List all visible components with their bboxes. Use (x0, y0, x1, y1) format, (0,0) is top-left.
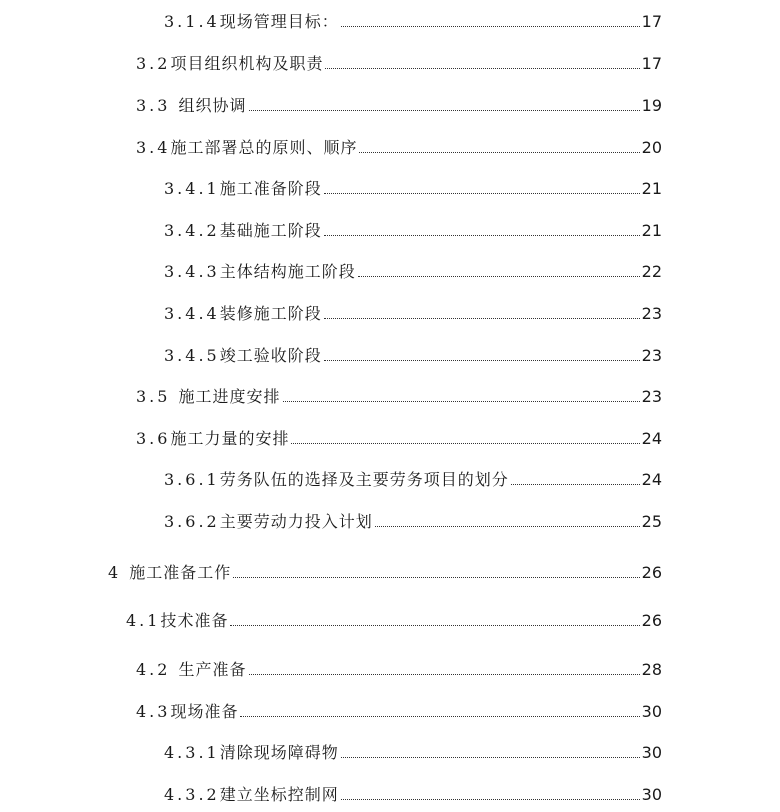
toc-entry-page: 30 (641, 702, 662, 721)
toc-entry-title: 劳务队伍的选择及主要劳务项目的划分 (219, 470, 509, 489)
toc-leader-dots (341, 757, 640, 758)
toc-entry[interactable] (136, 383, 662, 407)
toc-entry-number: 3.4.3 (164, 262, 220, 281)
toc-entry-title: 主体结构施工阶段 (219, 262, 356, 281)
toc-entry[interactable] (136, 425, 662, 449)
toc-entry-number: 3.4.2 (164, 221, 220, 240)
toc-entry-title: 现场准备 (170, 702, 239, 721)
toc-entry-page: 17 (641, 12, 662, 31)
toc-leader-dots (358, 276, 640, 277)
toc-entry-number: 3.1.4 (164, 12, 220, 31)
toc-entry-number: 3.6.1 (164, 470, 220, 489)
toc-leader-dots (249, 674, 640, 675)
toc-entry-title: 项目组织机构及职责 (170, 54, 324, 73)
toc-leader-dots (511, 484, 640, 485)
toc-entry-title: 技术准备 (160, 611, 229, 630)
toc-entry-page: 23 (641, 304, 662, 323)
toc-entry-title: 生产准备 (178, 660, 247, 679)
toc-entry[interactable] (164, 8, 662, 32)
toc-entry[interactable] (136, 50, 662, 74)
toc-leader-dots (341, 799, 640, 800)
toc-entry-page: 25 (641, 512, 662, 531)
toc-entry[interactable] (164, 781, 662, 805)
toc-entry[interactable] (164, 217, 662, 241)
toc-entry-title: 清除现场障碍物 (219, 743, 339, 762)
toc-entry-title: 施工部署总的原则、顺序 (170, 138, 358, 157)
toc-entry-number: 4.1 (126, 611, 161, 630)
toc-entry-page: 23 (641, 387, 662, 406)
toc-entry-title: 组织协调 (178, 96, 247, 115)
toc-entry-number: 3.4 (136, 138, 171, 157)
toc-entry-number: 3.4.4 (164, 304, 220, 323)
toc-entry-number: 3.6 (136, 429, 171, 448)
toc-leader-dots (240, 716, 639, 717)
toc-entry-title: 施工力量的安排 (170, 429, 290, 448)
toc-leader-dots (324, 235, 640, 236)
toc-entry-title: 装修施工阶段 (219, 304, 322, 323)
toc-leader-dots (249, 110, 640, 111)
toc-entry-title: 主要劳动力投入计划 (219, 512, 373, 531)
toc-entry-title: 现场管理目标： (219, 12, 339, 31)
toc-entry[interactable] (136, 92, 662, 116)
toc-entry[interactable] (108, 559, 662, 583)
toc-leader-dots (341, 26, 640, 27)
toc-entry[interactable] (164, 466, 662, 490)
toc-entry-page: 21 (641, 179, 662, 198)
toc-entry-number: 4.3.1 (164, 743, 220, 762)
toc-entry[interactable] (164, 175, 662, 199)
toc-entry-page: 28 (641, 660, 662, 679)
toc-entry-number: 3.6.2 (164, 512, 220, 531)
toc-entry-title: 施工进度安排 (178, 387, 281, 406)
toc-entry-page: 20 (641, 138, 662, 157)
toc-entry[interactable] (164, 508, 662, 532)
toc-leader-dots (375, 526, 640, 527)
toc-entry-page: 26 (641, 611, 662, 630)
toc-entry-page: 22 (641, 262, 662, 281)
toc-entry-number: 4.3.2 (164, 785, 220, 804)
toc-leader-dots (291, 443, 639, 444)
toc-entry-title: 施工准备阶段 (219, 179, 322, 198)
toc-leader-dots (233, 577, 639, 578)
toc-entry-page: 30 (641, 743, 662, 762)
toc-entry-page: 21 (641, 221, 662, 240)
toc-entry-number: 3.4.5 (164, 346, 220, 365)
toc-entry-page: 17 (641, 54, 662, 73)
toc-leader-dots (324, 360, 640, 361)
toc-leader-dots (283, 401, 640, 402)
toc-entry-title: 基础施工阶段 (219, 221, 322, 240)
toc-entry[interactable] (126, 607, 662, 631)
toc-entry-page: 26 (641, 563, 662, 582)
toc-entry[interactable] (136, 656, 662, 680)
toc-entry-page: 24 (641, 470, 662, 489)
toc-entry-number: 4 (108, 563, 130, 582)
toc-entry[interactable] (136, 698, 662, 722)
toc-entry-title: 施工准备工作 (129, 563, 232, 582)
toc-entry-page: 24 (641, 429, 662, 448)
toc-entry[interactable] (136, 134, 662, 158)
toc-entry-page: 19 (641, 96, 662, 115)
toc-entry-number: 4.2 (136, 660, 179, 679)
toc-leader-dots (359, 152, 639, 153)
toc-leader-dots (324, 193, 640, 194)
toc-leader-dots (324, 318, 640, 319)
toc-entry[interactable] (164, 739, 662, 763)
toc-entry-page: 30 (641, 785, 662, 804)
toc-entry-number: 3.2 (136, 54, 171, 73)
toc-entry-title: 建立坐标控制网 (219, 785, 339, 804)
toc-entry[interactable] (164, 342, 662, 366)
toc-entry[interactable] (164, 300, 662, 324)
toc-leader-dots (325, 68, 639, 69)
toc-entry[interactable] (164, 258, 662, 282)
toc-entry-number: 3.4.1 (164, 179, 220, 198)
toc-entry-number: 4.3 (136, 702, 171, 721)
toc-entry-number: 3.3 (136, 96, 179, 115)
toc-entry-title: 竣工验收阶段 (219, 346, 322, 365)
toc-leader-dots (230, 625, 639, 626)
toc-entry-page: 23 (641, 346, 662, 365)
toc-entry-number: 3.5 (136, 387, 179, 406)
